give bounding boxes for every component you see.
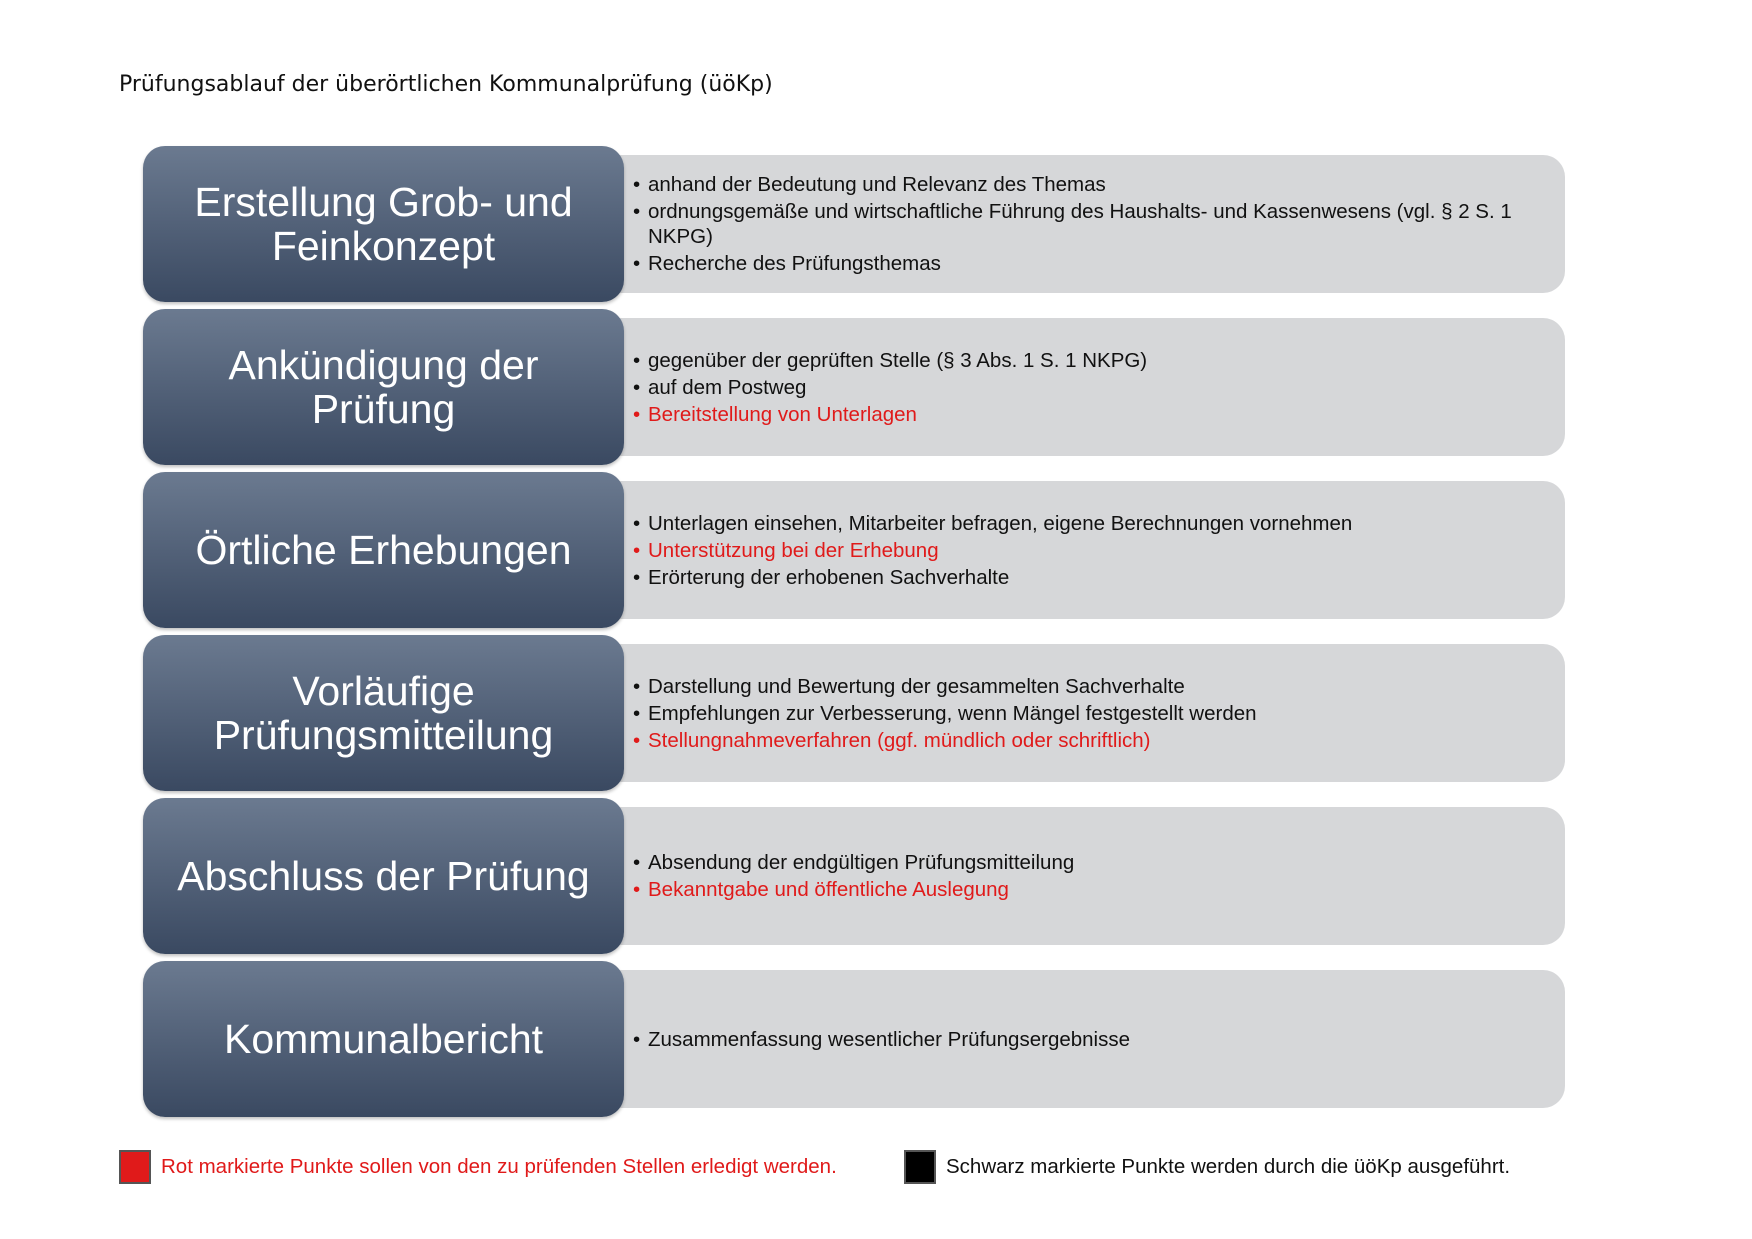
step-detail-item: • auf dem Postweg [633,375,1147,400]
step-details-list [633,509,1352,592]
step-title: Abschluss der Prüfung [177,853,590,899]
step-detail-item: • gegenüber der geprüften Stelle (§ 3 Abs. 1 S. 1 NKPG) [633,348,1147,373]
step-detail-item: • Bereitstellung von Unterlagen [633,402,1147,427]
process-step [143,472,1565,628]
step-details-list [633,170,1535,278]
step-title-box [143,472,624,628]
step-detail-item: • Zusammenfassung wesentlicher Prüfungsergebnisse [633,1027,1130,1052]
step-title: Erstellung Grob- und Feinkonzept [194,179,573,269]
legend-red [119,1150,837,1184]
step-detail-item: • Unterstützung bei der Erhebung [633,538,1352,563]
legend-black-swatch [904,1150,936,1184]
step-details-panel [603,970,1565,1108]
process-step [143,146,1565,302]
step-title-box [143,961,624,1117]
step-details-list [633,672,1257,755]
step-title-box [143,798,624,954]
step-detail-item: • Empfehlungen zur Verbesserung, wenn Mängel festgestellt werden [633,701,1257,726]
step-details-panel [603,807,1565,945]
step-details-list [633,1025,1130,1054]
step-title-box [143,635,624,791]
step-title: Örtliche Erhebungen [195,527,572,573]
step-detail-item: • Darstellung und Bewertung der gesammelten Sachverhalte [633,674,1257,699]
process-step [143,798,1565,954]
step-detail-item: • Stellungnahmeverfahren (ggf. mündlich oder schriftlich) [633,728,1257,753]
process-steps [143,146,1565,1124]
legend-black-label: Schwarz markierte Punkte werden durch die üöKp ausgeführt. [946,1155,1511,1178]
step-detail-item: • Erörterung der erhobenen Sachverhalte [633,565,1352,590]
step-title: Kommunalbericht [223,1016,544,1062]
step-detail-item: • Absendung der endgültigen Prüfungsmitteilung [633,850,1074,875]
step-details-panel [603,481,1565,619]
step-details-panel [603,644,1565,782]
step-details-panel [603,155,1565,293]
step-details-panel [603,318,1565,456]
legend [0,1150,1752,1190]
process-step [143,309,1565,465]
step-title-box [143,309,624,465]
step-detail-item: • Recherche des Prüfungsthemas [633,251,1535,276]
step-detail-item: • anhand der Bedeutung und Relevanz des Themas [633,172,1535,197]
step-title: Vorläufige Prüfungsmitteilung [213,668,554,758]
step-title: Ankündigung der Prüfung [228,342,539,432]
legend-black [904,1150,1510,1184]
process-step [143,961,1565,1117]
step-details-list [633,848,1074,904]
legend-red-swatch [119,1150,151,1184]
step-detail-item: • Bekanntgabe und öffentliche Auslegung [633,877,1074,902]
legend-red-label: Rot markierte Punkte sollen von den zu prüfenden Stellen erledigt werden. [161,1155,837,1178]
process-step [143,635,1565,791]
step-title-box [143,146,624,302]
step-detail-item: • ordnungsgemäße und wirtschaftliche Führung des Haushalts- und Kassenwesens (vgl. § 2 S. 1 NKPG) [633,199,1535,249]
page-title: Prüfungsablauf der überörtlichen Kommunalprüfung (üöKp) [119,72,773,97]
step-details-list [633,346,1147,429]
step-detail-item: • Unterlagen einsehen, Mitarbeiter befragen, eigene Berechnungen vornehmen [633,511,1352,536]
